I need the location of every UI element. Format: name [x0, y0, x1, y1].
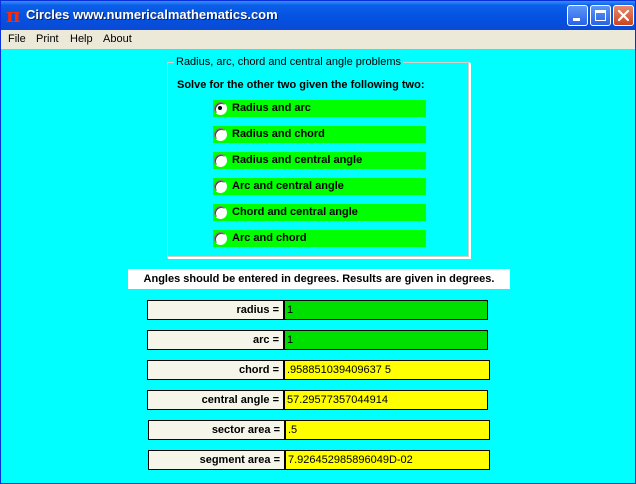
group-intro: Solve for the other two given the following two:	[177, 79, 425, 91]
option-label: Arc and chord	[232, 232, 307, 244]
option-arc-chord[interactable]	[213, 230, 426, 247]
radio-button[interactable]	[214, 180, 227, 193]
radio-button[interactable]	[214, 232, 227, 245]
pi-icon: π	[6, 3, 21, 27]
option-label: Arc and central angle	[232, 180, 344, 192]
close-icon	[614, 6, 633, 25]
radio-button[interactable]	[214, 128, 227, 141]
maximize-button[interactable]	[590, 5, 611, 26]
minimize-button[interactable]	[567, 5, 588, 26]
radius-label: radius =	[147, 300, 284, 320]
radio-selected-dot	[218, 106, 222, 110]
window-title: Circles www.numericalmathematics.com	[26, 7, 278, 22]
segment-area-label: segment area =	[148, 450, 285, 470]
segment-area-output[interactable]: 7.926452985896049D-02	[285, 450, 490, 470]
sector-area-label: sector area =	[148, 420, 285, 440]
radio-button[interactable]	[214, 206, 227, 219]
central-angle-label: central angle =	[147, 390, 284, 410]
chord-output[interactable]: .958851039409637 5	[284, 360, 490, 380]
chord-label: chord =	[147, 360, 284, 380]
menu-help[interactable]: Help	[70, 33, 93, 45]
radio-button[interactable]	[214, 102, 227, 115]
option-label: Radius and arc	[232, 102, 311, 114]
option-label: Radius and central angle	[232, 154, 363, 166]
option-chord-central-angle[interactable]	[213, 204, 426, 221]
group-legend: Radius, arc, chord and central angle problems	[176, 56, 402, 68]
option-radius-central-angle[interactable]	[213, 152, 426, 169]
arc-label: arc =	[147, 330, 284, 350]
option-arc-central-angle[interactable]	[213, 178, 426, 195]
option-radius-arc[interactable]	[213, 100, 426, 117]
option-label: Chord and central angle	[232, 206, 358, 218]
central-angle-output[interactable]: 57.29577357044914	[284, 390, 488, 410]
option-radius-chord[interactable]	[213, 126, 426, 143]
menu-bar	[1, 30, 635, 49]
option-label: Radius and chord	[232, 128, 325, 140]
menu-about[interactable]: About	[103, 33, 132, 45]
arc-input[interactable]: 1	[284, 330, 488, 350]
units-note: Angles should be entered in degrees. Results are given in degrees.	[128, 269, 510, 289]
close-button[interactable]	[613, 5, 634, 26]
sector-area-output[interactable]: .5	[285, 420, 490, 440]
radius-input[interactable]: 1	[284, 300, 488, 320]
menu-print[interactable]: Print	[36, 33, 59, 45]
maximize-icon	[591, 6, 610, 25]
minimize-icon	[568, 6, 587, 25]
title-bar[interactable]	[1, 1, 635, 30]
menu-file[interactable]: File	[8, 33, 26, 45]
radio-button[interactable]	[214, 154, 227, 167]
